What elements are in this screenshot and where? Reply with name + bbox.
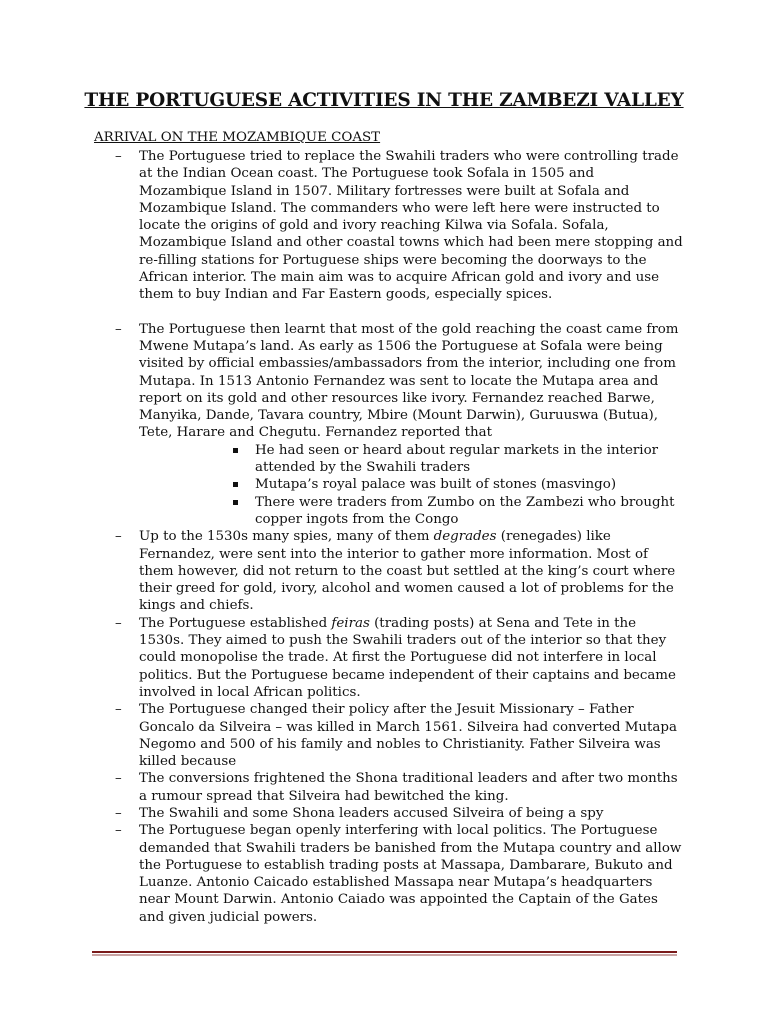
bullet-text-start: Up to the 1530s many spies, many of them: [139, 529, 434, 545]
square-bullet-icon: [233, 500, 238, 505]
dash-bullet: –: [115, 321, 122, 337]
dash-bullet: –: [115, 149, 122, 164]
bullet-text: The Portuguese changed their policy after the Jesuit Missionary – Father Goncalo da Silveira – was killed in March 1561. Silveira had converted Mutapa Negomo and 500 of his family and nobles to Christianity. Father Silveira was killed because: [139, 702, 677, 770]
list-item: [94, 321, 684, 442]
sub-item-text: There were traders from Zumbo on the Zambezi who brought copper ingots from the Congo: [255, 494, 675, 527]
dash-bullet: –: [115, 771, 122, 787]
list-item: [94, 615, 684, 701]
square-bullet-icon: [233, 482, 238, 487]
emphasized-term: degrades: [433, 529, 497, 545]
emphasized-term: feiras: [331, 615, 370, 631]
list-item: [94, 822, 684, 926]
dash-bullet: –: [115, 615, 122, 631]
list-item: [94, 701, 684, 770]
dash-bullet: –: [115, 529, 122, 545]
document-body: [94, 148, 684, 926]
dash-bullet: –: [115, 702, 122, 718]
sub-list: [94, 442, 684, 528]
dash-bullet: –: [115, 823, 122, 839]
section-heading: ARRIVAL ON THE MOZAMBIQUE COAST: [94, 130, 381, 145]
bullet-text: The Portuguese then learnt that most of the gold reaching the coast came from Mwene Mutapa’s land. As early as 1506 the Portuguese at Sofala were being visited by official embassies/ambassadors from the interior, including one from Mutapa. In 1513 Antonio Fernandez was sent to locate the Mutapa area and report on its gold and other resources like ivory. Fernandez reached Barwe, Manyika, Dande, Tavara country, Mbire (Mount Darwin), Guruuswa (Butua), Tete, Harare and Chegutu. Fernandez reported that: [139, 321, 679, 441]
bullet-text: The Swahili and some Shona leaders accused Silveira of being a spy: [139, 805, 604, 821]
square-bullet-icon: [233, 448, 238, 453]
sub-list-item: [94, 442, 684, 477]
bullet-text-end: (renegades) like Fernandez, were sent into the interior to gather more information. Most of them however, did not return to the coast but settled at the king’s court where their greed for gold, ivory, alcohol and women caused a lot of problems for the kings and chiefs.: [139, 529, 676, 614]
list-item: [94, 770, 684, 805]
footer-rule-light-line: [92, 954, 677, 956]
bullet-text-end: (trading posts) at Sena and Tete in the 1530s. They aimed to push the Swahili traders out of the interior so that they could monopolise the trade. At first the Portuguese did not interfere in local politics. But the Portuguese became independent of their captains and became involved in local African politics.: [139, 615, 676, 700]
footer-rule-dark-line: [92, 951, 677, 953]
footer-rule: [92, 951, 677, 956]
sub-item-text: He had seen or heard about regular markets in the interior attended by the Swahili traders: [255, 442, 659, 476]
list-item: [94, 805, 684, 822]
list-item: [94, 528, 684, 614]
sub-list-item: [94, 494, 684, 529]
bullet-text: The conversions frightened the Shona traditional leaders and after two months a rumour spread that Silveira had bewitched the king.: [139, 771, 678, 804]
sub-list-item: [94, 476, 684, 493]
sub-item-text: Mutapa’s royal palace was built of stones (masvingo): [255, 477, 617, 493]
bullet-text: The Portuguese began openly interfering with local politics. The Portuguese demanded that Swahili traders be banished from the Mutapa country and allow the Portuguese to establish trading posts at Massapa, Dambarare, Bukuto and Luanze. Antonio Caicado established Massapa near Mutapa’s headquarters near Mount Darwin. Antonio Caiado was appointed the Captain of the Gates and given judicial powers.: [139, 823, 682, 925]
bullet-text: The Portuguese tried to replace the Swahili traders who were controlling trade at the Indian Ocean coast. The Portuguese took Sofala in 1505 and Mozambique Island in 1507. Military fortresses were built at Sofala and Mozambique Island. The commanders who were left here were instructed to locate the origins of gold and ivory reaching Kilwa via Sofala. Sofala, Mozambique Island and other coastal towns which had been mere stopping and re-filling stations for Portuguese ships were becoming the doorways to the African interior. The main aim was to acquire African gold and ivory and use them to buy Indian and Far Eastern goods, especially spices.: [139, 149, 683, 303]
list-item: [94, 148, 684, 304]
page-title: THE PORTUGUESE ACTIVITIES IN THE ZAMBEZI VALLEY: [84, 90, 684, 111]
bullet-text-start: The Portuguese established: [139, 615, 332, 631]
dash-bullet: –: [115, 805, 122, 821]
